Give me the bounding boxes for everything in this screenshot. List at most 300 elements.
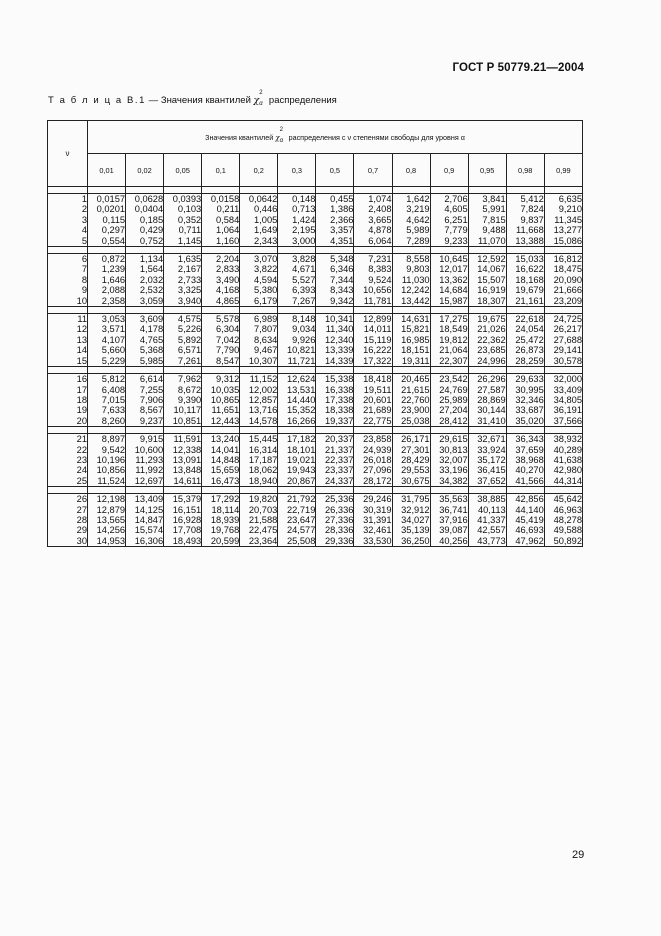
quantile-value: 4,351 [330,235,354,246]
quantile-value: 15,507 [477,274,506,285]
quantile-value: 34,805 [553,394,582,405]
quantile-cell [354,314,392,367]
quantile-value: 21,615 [401,384,430,395]
quantile-value: 3,828 [292,254,316,265]
quantile-value: 6,989 [254,314,278,325]
nu-value: 6 [81,254,87,265]
quantile-value: 24,725 [553,314,582,325]
quantile-value: 37,566 [553,415,582,426]
spacer-cell [468,367,506,374]
quantile-value: 0,0158 [210,194,240,204]
spacer-cell [316,187,354,194]
quantile-value: 15,987 [439,295,468,306]
quantile-cell [240,254,278,307]
quantile-value: 1,424 [292,214,316,225]
quantile-cell [240,374,278,427]
quantile-value: 26,217 [553,324,582,335]
spacer-cell [126,187,164,194]
spacer-cell [88,367,126,374]
chi-superscript: 2 [279,127,283,133]
quantile-value: 11,668 [516,225,544,236]
quantile-value: 25,038 [401,415,430,426]
quantile-value: 10,851 [172,415,202,426]
quantile-value: 23,900 [401,405,430,416]
quantile-value: 32,000 [553,374,582,385]
quantile-value: 21,792 [286,494,316,505]
quantile-value: 5,229 [101,355,126,366]
quantile-cell [240,494,278,547]
quantile-cell [430,494,468,547]
nu-value: 15 [76,355,87,366]
nu-value: 23 [76,454,87,465]
spacer-cell [278,487,316,494]
spacer-cell [278,427,316,434]
quantile-value: 7,815 [482,214,506,225]
spacer-cell [126,367,164,374]
table-row-group [48,434,583,487]
document-code: ГОСТ Р 50779.21—2004 [452,62,584,74]
quantile-value: 31,410 [477,415,506,426]
quantile-value: 11,524 [97,475,126,486]
spacer-cell [126,427,164,434]
table-row-group [48,254,583,307]
quantile-value: 6,346 [330,264,354,275]
quantile-value: 14,847 [134,514,164,525]
spacer-cell [392,427,430,434]
spacer-cell [430,367,468,374]
quantile-value: 14,631 [401,314,430,325]
quantile-value: 16,928 [172,514,202,525]
group-header-text-after: распределения с ν степенями свободы для уровня α [286,133,465,142]
quantile-value: 3,822 [254,264,278,275]
quantile-cell [164,194,202,247]
quantile-value: 20,599 [210,535,240,546]
quantile-value: 4,765 [139,334,164,345]
nu-cell [48,194,88,247]
quantile-value: 38,932 [553,434,582,445]
spacer-cell [164,487,202,494]
spacer-cell [506,247,544,254]
quantile-value: 0,0404 [134,204,164,215]
quantile-value: 35,563 [439,494,468,505]
spacer-cell [164,307,202,314]
quantile-value: 26,873 [515,345,544,356]
quantile-value: 5,892 [177,334,202,345]
quantile-value: 6,393 [292,285,316,296]
quantile-value: 13,409 [134,494,164,505]
quantile-value: 11,345 [554,214,582,225]
quantile-cell [88,314,126,367]
spacer-cell [506,307,544,314]
quantile-value: 10,656 [363,285,392,296]
quantile-cell [202,254,240,307]
quantile-value: 0,455 [330,194,354,204]
alpha-level-header: 0,99 [544,154,582,187]
quantile-value: 10,645 [439,254,468,265]
nu-value: 3 [81,214,87,225]
quantile-value: 14,578 [248,415,278,426]
quantile-value: 1,160 [215,235,240,246]
quantile-value: 18,475 [553,264,582,275]
quantile-value: 4,671 [292,264,316,275]
quantile-value: 8,260 [101,415,126,426]
quantile-value: 11,721 [287,355,316,366]
alpha-levels-row [48,154,583,187]
quantile-value: 12,002 [248,384,278,395]
quantile-value: 37,916 [439,514,468,525]
chi-symbol: χ [253,95,260,106]
quantile-value: 7,255 [139,384,164,395]
quantile-value: 32,461 [363,525,392,536]
quantile-value: 19,337 [325,415,354,426]
spacer-cell [468,427,506,434]
quantile-value: 40,256 [439,535,468,546]
quantile-value: 0,584 [215,214,240,225]
caption-text-before: — Значения квантилей [146,95,254,106]
quantile-cell [468,374,506,427]
quantile-value: 23,858 [363,434,392,445]
header-row-group [48,121,583,154]
quantile-value: 8,343 [330,285,354,296]
quantile-cell [506,254,544,307]
spacer-cell [316,427,354,434]
quantile-value: 0,211 [216,204,240,215]
chi-indices [279,127,287,144]
spacer-cell [48,307,88,314]
spacer-cell [316,307,354,314]
alpha-level-header: 0,1 [202,154,240,187]
spacer-cell [240,367,278,374]
quantile-value: 18,307 [477,295,506,306]
quantile-value: 21,064 [439,345,468,356]
spacer-cell [202,187,240,194]
quantile-value: 30,144 [477,405,506,416]
quantile-value: 6,571 [177,345,202,356]
quantile-value: 7,807 [254,324,278,335]
quantile-value: 46,693 [515,525,544,536]
quantile-value: 1,642 [406,194,430,204]
quantile-value: 12,697 [134,475,164,486]
quantile-value: 23,209 [553,295,582,306]
quantile-value: 14,848 [210,454,240,465]
nu-value: 24 [76,465,87,476]
spacer-cell [354,247,392,254]
quantile-value: 12,857 [248,394,278,405]
quantile-value: 49,588 [553,525,582,536]
quantile-value: 6,179 [254,295,278,306]
page-number: 29 [572,849,585,861]
quantile-value: 14,041 [210,444,240,455]
quantile-value: 5,991 [482,204,506,215]
quantile-value: 3,053 [101,314,126,325]
quantile-value: 22,307 [439,355,468,366]
quantile-value: 30,578 [553,355,582,366]
quantile-value: 22,618 [515,314,544,325]
quantile-value: 13,848 [172,465,202,476]
quantile-value: 14,953 [96,535,126,546]
quantile-value: 6,408 [101,384,126,395]
quantile-value: 42,557 [477,525,506,536]
quantile-value: 5,660 [101,345,126,356]
quantile-cell [126,254,164,307]
spacer-cell [392,487,430,494]
quantile-value: 19,820 [248,494,278,505]
quantile-cell [316,374,354,427]
nu-value: 25 [76,475,87,486]
quantile-value: 15,445 [248,434,278,445]
spacer-cell [48,247,88,254]
quantile-cell [88,494,126,547]
quantile-value: 1,145 [177,235,202,246]
quantile-value: 22,719 [286,504,316,515]
spacer-cell [354,487,392,494]
quantile-value: 10,035 [210,384,240,395]
quantile-cell [392,434,430,487]
quantile-cell [392,314,430,367]
chi-subscript: α [259,101,263,107]
spacer-cell [506,427,544,434]
nu-value: 30 [76,535,87,546]
quantile-value: 18,151 [401,345,430,356]
quantile-cell [278,254,316,307]
quantile-value: 12,340 [325,334,354,345]
quantile-value: 10,600 [134,444,164,455]
table-caption [48,90,337,107]
quantile-value: 5,348 [330,254,354,265]
quantile-value: 17,338 [325,394,354,405]
quantile-value: 3,490 [215,274,240,285]
quantile-value: 10,821 [286,345,316,356]
quantile-cell [544,434,582,487]
group-spacer-row [48,247,583,254]
spacer-cell [278,307,316,314]
quantile-cell [430,194,468,247]
quantile-value: 10,856 [96,465,126,476]
quantile-cell [468,434,506,487]
quantile-cell [506,434,544,487]
chi-subscript: α [279,138,284,144]
quantile-value: 36,741 [439,504,468,515]
quantile-value: 15,574 [134,525,164,536]
quantile-value: 19,679 [515,285,544,296]
quantile-value: 20,867 [286,475,316,486]
quantile-value: 19,768 [210,525,240,536]
group-spacer-row [48,187,583,194]
quantile-value: 3,219 [406,204,430,215]
quantile-value: 26,018 [363,454,392,465]
nu-value: 14 [76,345,87,356]
nu-value: 20 [76,415,87,426]
spacer-cell [202,427,240,434]
quantile-value: 2,833 [215,264,240,275]
nu-cell [48,254,88,307]
quantile-value: 10,117 [173,405,202,416]
quantile-value: 18,114 [211,504,240,515]
quantile-value: 13,277 [553,225,582,236]
quantile-value: 19,311 [401,355,430,366]
group-header-text-before: Значения квантилей [205,133,276,142]
nu-value: 9 [81,285,87,296]
quantile-value: 2,167 [177,264,202,275]
quantile-value: 33,409 [553,384,582,395]
spacer-cell [164,247,202,254]
spacer-cell [544,307,582,314]
quantile-value: 16,919 [477,285,506,296]
quantile-value: 9,342 [330,295,354,306]
quantile-value: 5,527 [292,274,316,285]
quantile-cell [202,194,240,247]
quantile-cell [544,194,582,247]
quantile-value: 19,812 [439,334,468,345]
quantile-value: 21,161 [515,295,544,306]
spacer-cell [544,427,582,434]
quantile-value: 4,168 [215,285,240,296]
quantile-value: 26,171 [401,434,430,445]
quantile-value: 5,578 [215,314,240,325]
quantile-cell [544,314,582,367]
quantile-value: 5,380 [254,285,278,296]
quantile-value: 9,233 [444,235,468,246]
quantile-value: 18,493 [172,535,202,546]
quantile-value: 24,337 [325,475,354,486]
quantile-value: 8,558 [406,254,430,265]
nu-value: 18 [76,394,87,405]
quantile-value: 27,301 [401,444,430,455]
alpha-level-header: 0,8 [392,154,430,187]
quantile-value: 28,172 [363,475,392,486]
quantile-value: 48,278 [553,514,582,525]
quantile-value: 16,151 [172,504,202,515]
quantile-value: 10,196 [96,454,126,465]
quantile-value: 32,346 [515,394,544,405]
quantile-value: 11,591 [173,434,202,445]
caption-prefix: Т а б л и ц а B.1 [48,95,147,106]
quantile-cell [316,494,354,547]
quantile-value: 21,689 [363,405,392,416]
quantile-cell [278,434,316,487]
quantile-cell [164,314,202,367]
nu-value: 19 [76,405,87,416]
spacer-cell [126,247,164,254]
quantile-value: 35,172 [477,454,506,465]
quantile-value: 9,488 [482,225,506,236]
quantile-value: 6,635 [558,194,582,204]
spacer-cell [506,487,544,494]
quantile-cell [164,494,202,547]
quantile-value: 3,059 [139,295,164,306]
quantile-value: 36,191 [553,405,582,416]
chi-symbol: χ [275,133,280,142]
quantile-cell [278,494,316,547]
spacer-cell [278,247,316,254]
quantile-value: 13,091 [172,454,202,465]
spacer-cell [48,487,88,494]
nu-value: 8 [81,274,87,285]
chi-superscript: 2 [259,90,263,96]
quantile-value: 31,795 [401,494,430,505]
quantile-value: 14,611 [173,475,202,486]
quantile-value: 16,306 [134,535,164,546]
quantile-cell [354,494,392,547]
quantile-value: 41,638 [553,454,582,465]
nu-cell [48,374,88,427]
quantile-value: 13,240 [210,434,240,445]
quantile-value: 11,070 [477,235,506,246]
quantile-value: 11,152 [249,374,278,385]
quantile-value: 35,139 [401,525,430,536]
spacer-cell [202,487,240,494]
quantile-value: 2,088 [101,285,126,296]
quantile-value: 36,415 [477,465,506,476]
spacer-cell [544,487,582,494]
quantile-value: 2,706 [444,194,468,204]
quantile-value: 17,708 [172,525,202,536]
nu-value: 21 [76,434,87,445]
quantile-value: 0,429 [139,225,164,236]
quantile-value: 9,803 [406,264,430,275]
nu-cell [48,434,88,487]
spacer-cell [164,427,202,434]
quantile-value: 22,760 [401,394,430,405]
spacer-cell [48,367,88,374]
spacer-cell [88,307,126,314]
quantile-value: 30,319 [363,504,392,515]
quantile-value: 4,178 [139,324,164,335]
quantile-value: 0,185 [139,214,164,225]
quantile-cell [354,194,392,247]
spacer-cell [164,367,202,374]
nu-value: 2 [81,204,87,215]
alpha-level-header: 0,98 [506,154,544,187]
quantile-cell [316,194,354,247]
quantile-value: 1,134 [139,254,164,265]
quantile-value: 13,362 [439,274,468,285]
quantile-cell [392,194,430,247]
quantile-value: 44,314 [553,475,582,486]
quantile-value: 15,338 [325,374,354,385]
group-spacer-row [48,427,583,434]
quantile-value: 15,086 [553,235,582,246]
quantile-value: 16,622 [515,264,544,275]
quantile-value: 0,0628 [134,194,164,204]
quantile-cell [164,254,202,307]
quantile-value: 26,296 [477,374,506,385]
quantile-value: 10,307 [248,355,278,366]
quantile-value: 40,270 [515,465,544,476]
quantile-value: 27,336 [325,514,354,525]
quantile-value: 4,107 [101,334,126,345]
nu-cell [48,314,88,367]
quantile-value: 9,524 [368,274,392,285]
alpha-level-header: 0,02 [126,154,164,187]
quantile-value: 15,119 [363,334,392,345]
quantile-value: 0,752 [139,235,164,246]
quantile-value: 8,148 [292,314,316,325]
alpha-level-header: 0,9 [430,154,468,187]
quantile-value: 10,865 [210,394,240,405]
quantile-cell [544,254,582,307]
nu-cell [48,494,88,547]
quantile-value: 24,054 [515,324,544,335]
nu-value: 29 [76,525,87,536]
quantile-cell [126,494,164,547]
quantile-value: 24,577 [286,525,316,536]
spacer-cell [354,367,392,374]
alpha-level-header: 0,05 [164,154,202,187]
quantile-value: 5,812 [101,374,126,385]
quantile-value: 1,005 [254,214,278,225]
quantile-value: 11,293 [135,454,164,465]
